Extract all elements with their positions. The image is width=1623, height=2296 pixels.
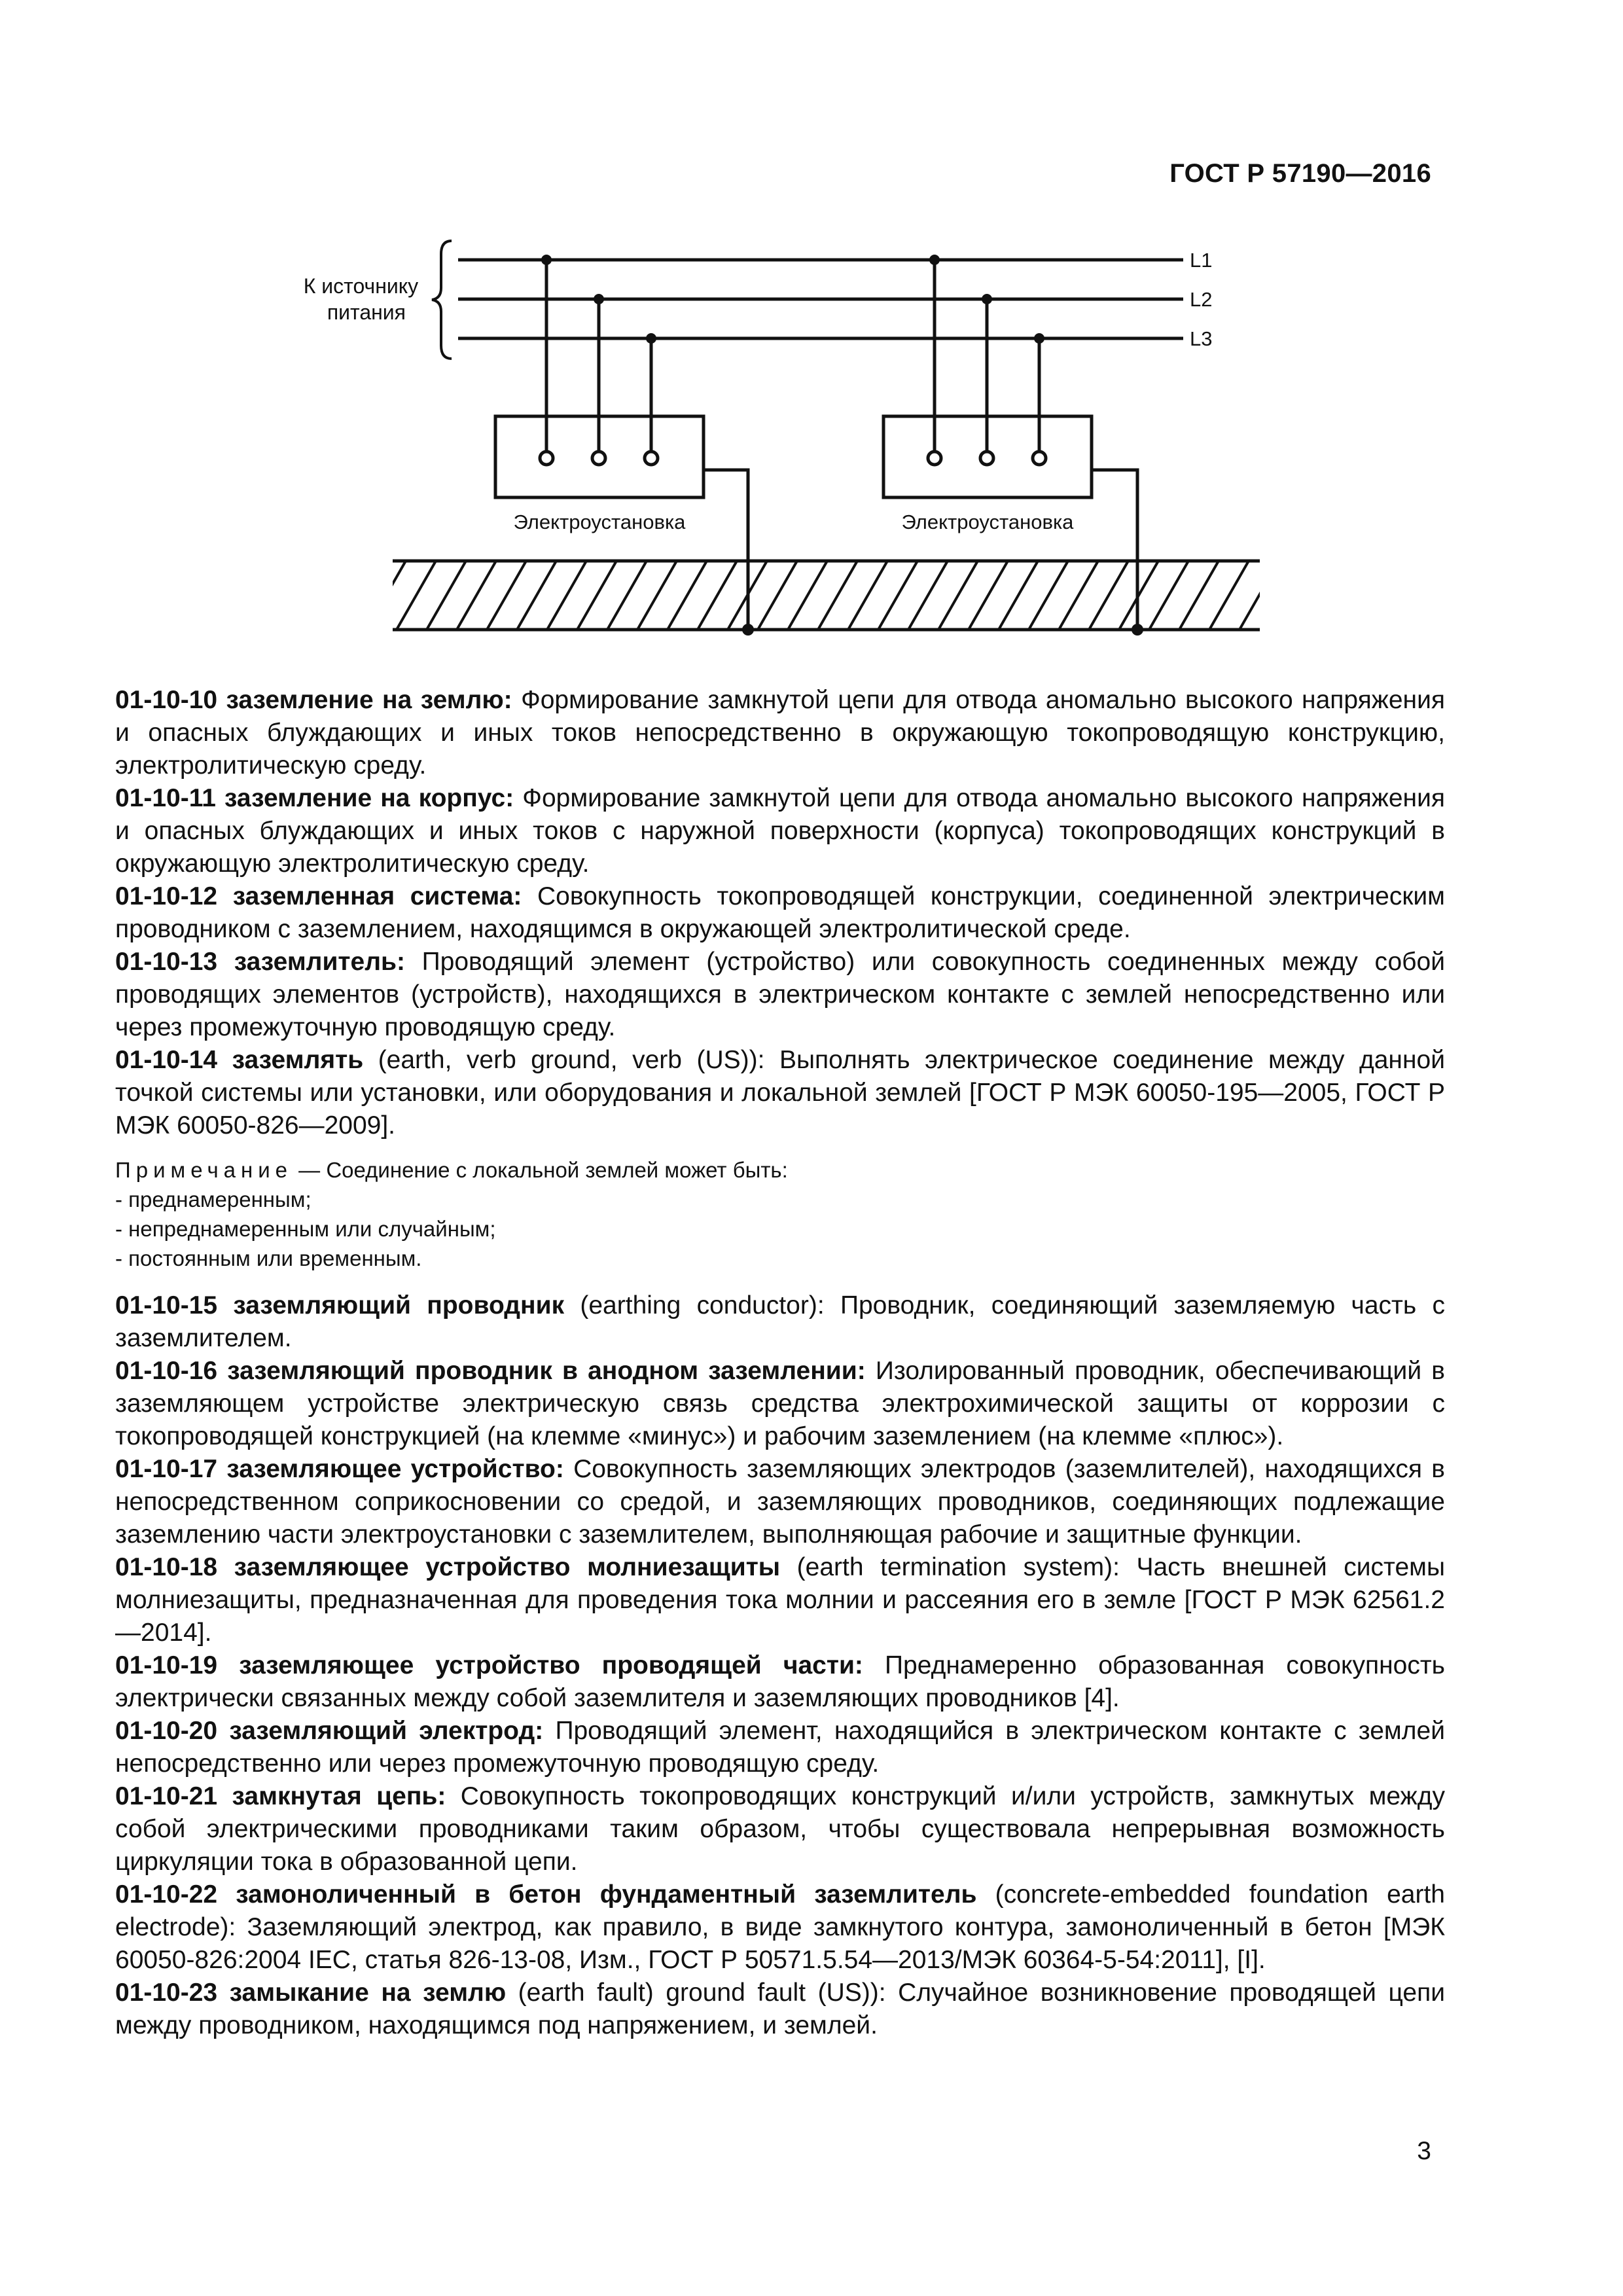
brace-icon: [432, 241, 452, 359]
note: [115, 1155, 1445, 1185]
definition-term: 01-10-20 заземляющий электрод:: [115, 1717, 544, 1745]
note-item: - непреднамеренным или случайным;: [115, 1217, 496, 1241]
definition-text: Преднамеренно образованная совокупность электрически связанных между собой заземлителя и заземляющих проводников [4].: [115, 1651, 1445, 1712]
definition-term: 01-10-13 заземлитель:: [115, 948, 405, 976]
installation-label-1: Электроустановка: [513, 511, 686, 533]
definition-term: 01-10-23 замыкание на землю: [115, 1979, 507, 2007]
definition-text: (earth fault) ground fault (US)): Случайное возникновение проводящей цепи между проводником, находящимся под напряжением, и землей.: [115, 1979, 1445, 2039]
definition-term: 01-10-15 заземляющий проводник: [115, 1291, 565, 1319]
installation-1: [495, 260, 748, 630]
definition-entry: [115, 1878, 1445, 1977]
definition-term: 01-10-11 заземление на корпус:: [115, 784, 514, 812]
phase-lines: [458, 260, 1183, 338]
definition-term: 01-10-16 заземляющий проводник в анодном заземлении:: [115, 1357, 866, 1385]
definition-term: 01-10-10 заземление на землю:: [115, 686, 512, 714]
definition-text: Проводящий элемент (устройство) или совокупность соединенных между собой проводящих элементов (устройств), находящихся в электрическом контакте с землей непосредственно или через промежуточную проводящую среду.: [115, 948, 1445, 1041]
definition-text: Проводящий элемент, находящийся в электрическом контакте с землей непосредственно или через промежуточную проводящую среду.: [115, 1717, 1445, 1778]
definition-text: (concrete-embedded foundation earth electrode): Заземляющий электрод, как правило, в виде замкнутого контура, замоноличенный в бетон [МЭК 60050-826:2004 IEC, статья 826-13-08, Изм., ГОСТ Р 50571.5.54—2013/МЭК 60364-5-54:2011], [I].: [115, 1880, 1445, 1974]
definitions-body: [115, 684, 1445, 2042]
source-label: К источнику питания: [303, 274, 419, 324]
definition-entry: [115, 1355, 1445, 1453]
definition-entry: [115, 1551, 1445, 1649]
definition-term: 01-10-22 замоноличенный в бетон фундаментный заземлитель: [115, 1880, 977, 1909]
definition-text: Формирование замкнутой цепи для отвода аномально высокого напряжения и опасных блуждающих и иных токов непосредственно в окружающую токопроводящую конструкцию, электролитическую среду.: [115, 686, 1445, 780]
definition-entry: [115, 946, 1445, 1044]
definition-entry: [115, 1044, 1445, 1142]
definition-term: 01-10-12 заземленная система:: [115, 882, 522, 910]
definition-entry: [115, 1649, 1445, 1715]
definition-text: Совокупность заземляющих электродов (заземлителей), находящихся в непосредственном соприкосновении со средой, и заземляющих проводников, соединяющих подлежащие заземлению части электроустановки с заземлителем, выполняющая рабочие и защитные функции.: [115, 1455, 1445, 1549]
definition-entry: [115, 880, 1445, 946]
definition-term: 01-10-21 замкнутая цепь:: [115, 1782, 446, 1810]
note-item: - постоянным или временным.: [115, 1246, 422, 1270]
definition-text: Совокупность токопроводящих конструкций и/или устройств, замкнутых между собой электрическими проводниками таким образом, чтобы существовала непрерывная возможность циркуляции тока в образованной цепи.: [115, 1782, 1445, 1876]
definition-entry: [115, 1977, 1445, 2042]
document-header: ГОСТ Р 57190—2016: [1169, 159, 1431, 188]
definition-entry: [115, 1289, 1445, 1355]
page-number: 3: [1417, 2137, 1431, 2165]
note-label: Примечание: [115, 1158, 293, 1182]
definition-text: (earth termination system): Часть внешней системы молниезащиты, предназначенная для проведения тока молнии и рассеяния его в земле [ГОСТ Р МЭК 62561.2—2014].: [115, 1553, 1445, 1647]
definition-entry: [115, 1453, 1445, 1551]
note-item: - преднамеренным;: [115, 1187, 312, 1211]
definition-text: Формирование замкнутой цепи для отвода аномально высокого напряжения и опасных блуждающих и иных токов с наружной поверхности (корпуса) токопроводящих конструкций в окружающую электролитическую среду.: [115, 784, 1445, 878]
definition-text: (earth, verb ground, verb (US)): Выполнять электрическое соединение между данной точкой системы или установки, или оборудования и локальной землей [ГОСТ Р МЭК 60050-195—2005, ГОСТ Р МЭК 60050-826—2009].: [115, 1046, 1445, 1139]
line-label-l1: L1: [1190, 249, 1213, 272]
definition-entry: [115, 782, 1445, 880]
grounding-diagram: [0, 0, 1623, 655]
definition-entry: [115, 1780, 1445, 1878]
definition-text: Совокупность токопроводящей конструкции, соединенной электрическим проводником с заземлением, находящимся в окружающей электролитической среде.: [115, 882, 1445, 943]
definition-entry: [115, 1715, 1445, 1780]
installation-label-2: Электроустановка: [901, 511, 1074, 533]
line-label-l3: L3: [1190, 327, 1213, 350]
note-text: — Соединение с локальной землей может быть:: [293, 1158, 788, 1182]
definition-entry: [115, 684, 1445, 782]
definition-text: (earthing conductor): Проводник, соединяющий заземляемую часть с заземлителем.: [115, 1291, 1445, 1352]
definition-text: Изолированный проводник, обеспечивающий в заземляющем устройстве электрическую связь средства электрохимической защиты от коррозии с токопроводящей конструкцией (на клемме «минус») и рабочим заземлением (на клемме «плюс»).: [115, 1357, 1445, 1450]
definition-term: 01-10-17 заземляющее устройство:: [115, 1455, 564, 1483]
definition-term: 01-10-19 заземляющее устройство проводящей части:: [115, 1651, 863, 1679]
ground-hatch: [366, 561, 1309, 630]
definition-term: 01-10-18 заземляющее устройство молниезащиты: [115, 1553, 781, 1581]
definition-term: 01-10-14 заземлять: [115, 1046, 364, 1074]
line-label-l2: L2: [1190, 288, 1213, 311]
installation-2: [883, 260, 1137, 630]
